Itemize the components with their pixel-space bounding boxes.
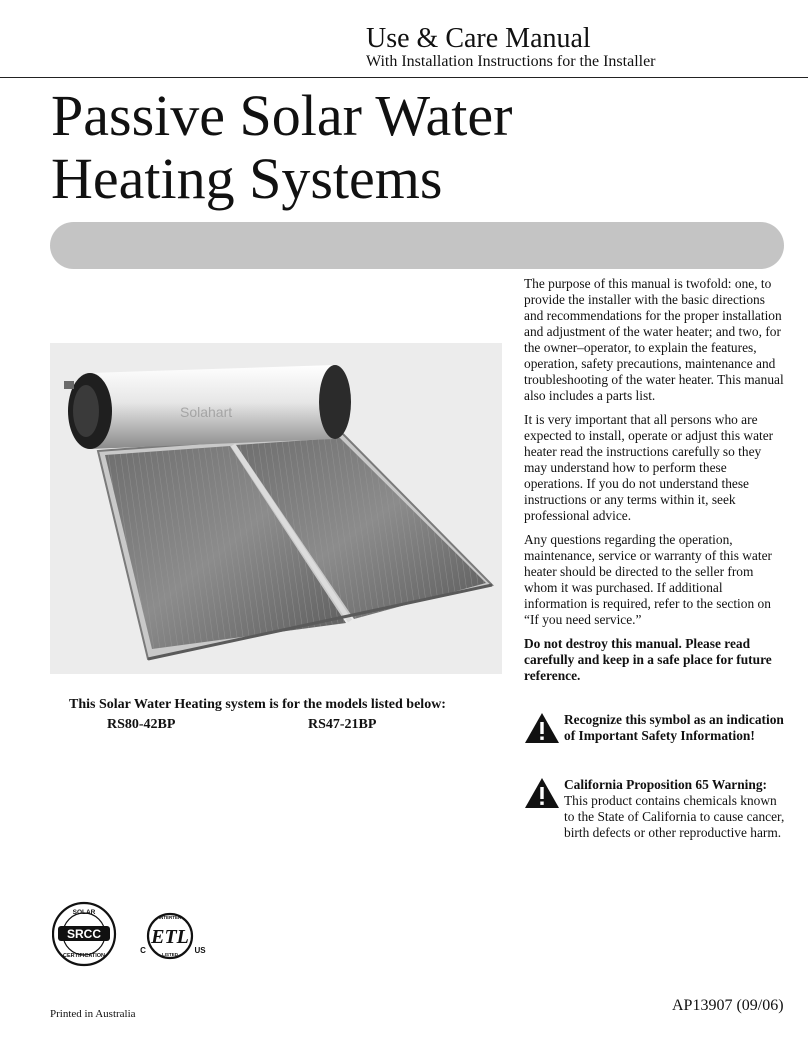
srcc-top-text: SOLAR xyxy=(72,909,96,916)
etl-top-text: INTERTEK xyxy=(158,915,182,920)
intro-paragraph-3: Any questions regarding the operation, maintenance, service or warranty of this water heater should be directed to the seller from whom it was purchased. If additional information is required, refer to the section on “If you need service.” xyxy=(524,532,772,627)
warning-triangle-icon xyxy=(524,777,560,809)
intro-paragraph-1: The purpose of this manual is twofold: one, to provide the installer with the basic directions and recommendations for the proper installation and adjustment of the water heater; and two, for the owner–operator, to explain the features, operation, safety precautions, maintenance and troubleshooting of the water heater. This manual also includes a parts list. xyxy=(524,276,784,403)
document-title-line-1: Passive Solar Water xyxy=(51,83,513,148)
prop65-text-block xyxy=(564,777,788,841)
tank-brand-label: Solahart xyxy=(180,404,233,420)
product-photo xyxy=(50,343,502,674)
prop65-title: California Proposition 65 Warning: xyxy=(564,777,767,792)
model-number: RS47-21BP xyxy=(308,717,377,732)
manual-subtitle: With Installation Instructions for the Installer xyxy=(366,53,656,70)
document-code: AP13907 (09/06) xyxy=(672,997,784,1014)
prop65-body: This product contains chemicals known to the State of California to cause cancer, birth defects or other reproductive harm. xyxy=(564,793,785,840)
safety-symbol-note xyxy=(524,712,786,764)
header-divider xyxy=(0,77,808,78)
printed-in-note: Printed in Australia xyxy=(50,1008,136,1020)
etl-c-mark: C xyxy=(140,946,146,955)
model-number: RS80-42BP xyxy=(107,717,176,732)
prop65-warning xyxy=(524,777,786,877)
srcc-bottom-text: CERTIFICATION xyxy=(62,953,106,959)
srcc-certification-logo xyxy=(52,899,212,969)
warning-triangle-icon xyxy=(524,712,560,744)
intro-column xyxy=(524,276,786,692)
safety-symbol-text: Recognize this symbol as an indication of Important Safety Information! xyxy=(564,712,784,743)
svg-text:ETL: ETL xyxy=(151,926,189,948)
intro-paragraph-2: It is very important that all persons who are expected to install, operate or adjust this water heater read the instructions carefully so they may understand how to perform these operations. If you do not understand these instructions or any terms within it, seek professional advice. xyxy=(524,412,774,523)
manual-type-title: Use & Care Manual xyxy=(366,23,591,54)
models-heading: This Solar Water Heating system is for the models listed below: xyxy=(69,697,446,712)
document-title-line-2: Heating Systems xyxy=(51,146,443,211)
retain-manual-notice: Do not destroy this manual. Please read carefully and keep in a safe place for future reference. xyxy=(524,636,772,683)
solar-heater-illustration xyxy=(50,343,502,674)
etl-us-mark: US xyxy=(194,946,206,955)
document-title xyxy=(51,84,512,210)
certification-logos xyxy=(52,899,212,969)
etl-listed-logo xyxy=(140,914,206,958)
title-band xyxy=(50,222,784,269)
srcc-center-text: SRCC xyxy=(66,927,102,941)
etl-bottom-text: LISTED xyxy=(161,952,179,957)
